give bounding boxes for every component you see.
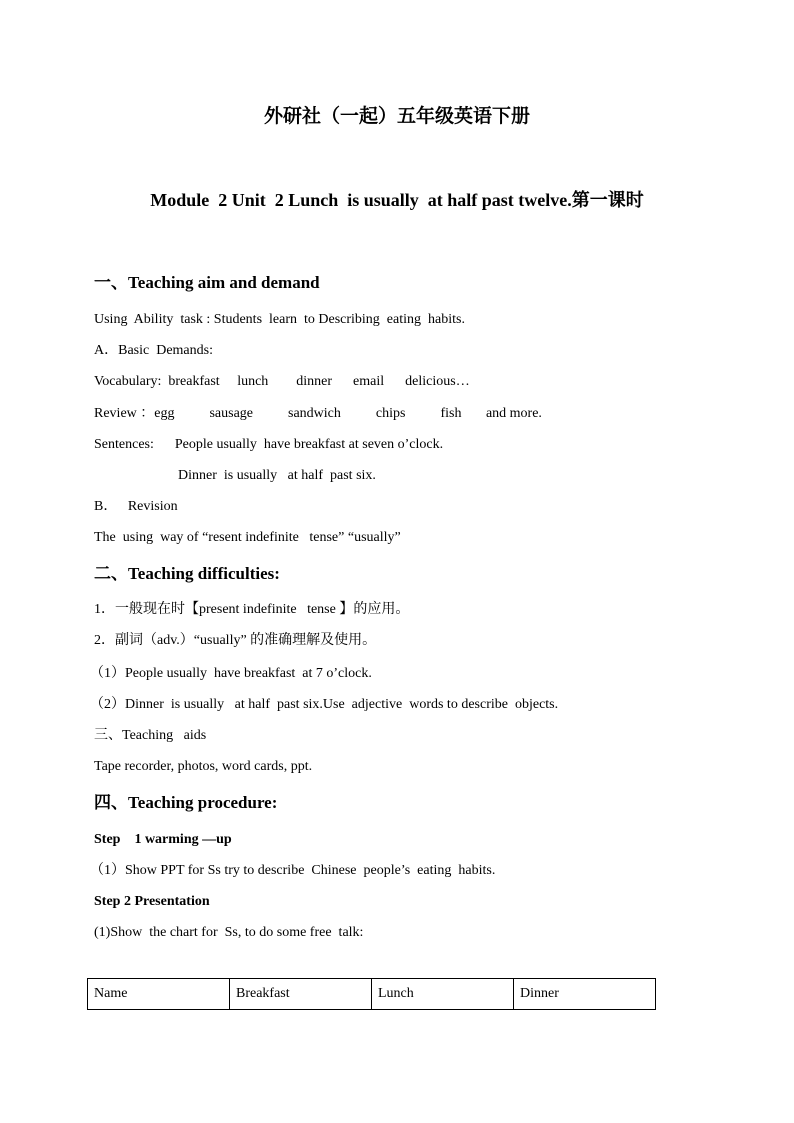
aim-line-8: The using way of “resent indefinite tense” “usually”: [94, 530, 401, 545]
aim-line-6: Dinner is usually at half past six.: [94, 468, 376, 483]
step1-title: Step 1 warming —up: [94, 832, 232, 847]
section-heading-difficulties: 二、Teaching difficulties:: [94, 564, 280, 583]
document-title: 外研社（一起）五年级英语下册: [263, 106, 530, 127]
step2-title: Step 2 Presentation: [94, 894, 210, 909]
aim-line-2: A．Basic Demands:: [94, 343, 213, 358]
step1-line: （1）Show PPT for Ss try to describe Chinese people’s eating habits.: [90, 863, 496, 878]
table-header-breakfast: Breakfast: [230, 979, 372, 1010]
aim-line-5: Sentences: People usually have breakfast at seven o’clock.: [94, 437, 444, 452]
aim-line-1: Using Ability task : Students learn to Describing eating habits.: [94, 312, 465, 327]
difficulties-line-4: （2）Dinner is usually at half past six.Use adjective words to describe objects.: [90, 697, 559, 712]
document-subtitle: Module 2 Unit 2 Lunch is usually at half past twelve.第一课时: [150, 190, 644, 210]
aim-line-3: Vocabulary: breakfast lunch dinner email delicious…: [94, 374, 470, 389]
aim-line-4: Review ：egg sausage sandwich chips fish and more.: [94, 406, 542, 421]
meals-table: [87, 978, 656, 1010]
table-header-name: Name: [88, 979, 230, 1010]
difficulties-line-2: 2．副词（adv.）“usually” 的准确理解及使用。: [94, 633, 377, 648]
table-header-lunch: Lunch: [372, 979, 514, 1010]
aids-line-1: Tape recorder, photos, word cards, ppt.: [94, 759, 313, 774]
section-heading-aim: 一、Teaching aim and demand: [94, 273, 320, 292]
aim-line-7: B． Revision: [94, 499, 178, 514]
step2-line: (1)Show the chart for Ss, to do some free talk:: [94, 925, 364, 940]
section-heading-aids: 三、Teaching aids: [94, 728, 207, 743]
table-row: [88, 979, 656, 1010]
table-header-dinner: Dinner: [514, 979, 656, 1010]
difficulties-line-3: （1）People usually have breakfast at 7 o’clock.: [90, 666, 372, 681]
difficulties-line-1: 1．一般现在时【present indefinite tense 】的应用。: [94, 602, 410, 617]
section-heading-procedure: 四、Teaching procedure:: [94, 793, 278, 812]
